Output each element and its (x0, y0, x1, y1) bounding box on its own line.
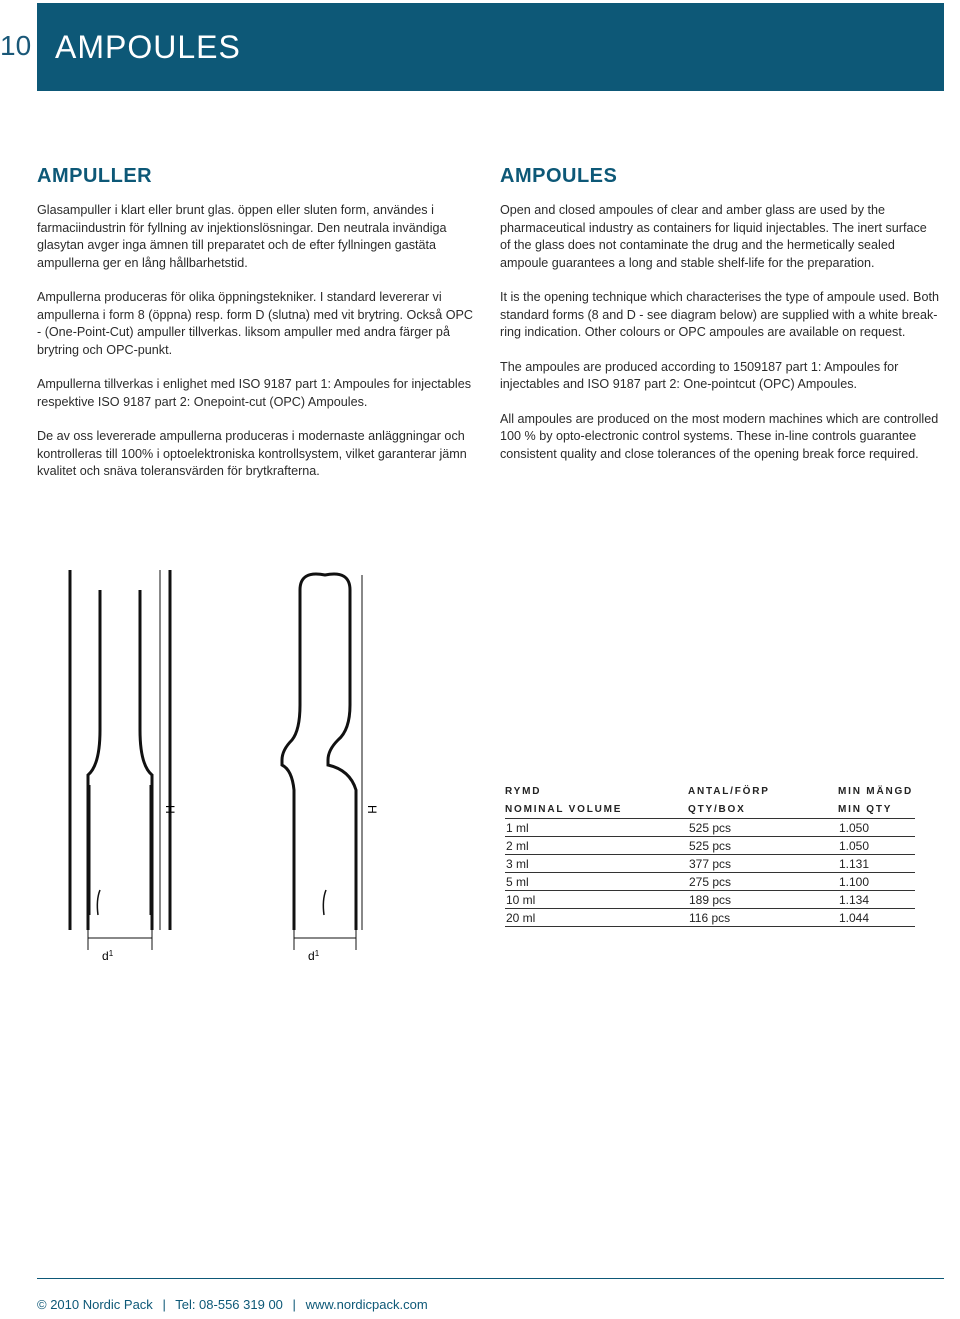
english-paragraph-4: All ampoules are produced on the most modern machines which are controlled 100 % by opto-electronic control systems. These in-line controls guarantee consistent quality and close tolerances of the opening break force required. (500, 411, 939, 461)
diameter-label-right: $d^1$ (308, 949, 320, 963)
page-number: 10 (0, 30, 32, 61)
volume-cell: 1 ml (505, 819, 688, 837)
closed-ampoule-outline (282, 574, 356, 930)
table-row (505, 891, 915, 909)
footer (37, 1297, 428, 1312)
footer-separator: | (162, 1297, 166, 1312)
footer-website-link[interactable]: www.nordicpack.com (305, 1297, 428, 1312)
table-row (505, 909, 915, 927)
header-qty-box: QTY/BOX (688, 800, 838, 819)
min-qty-cell: 1.131 (838, 855, 915, 873)
qty-cell: 116 pcs (688, 909, 838, 927)
page-title: AMPOULES (55, 29, 241, 65)
table-header-row-sv (505, 782, 915, 800)
qty-cell: 525 pcs (688, 819, 838, 837)
header-min-mangd: MIN MÄNGD (838, 785, 914, 797)
table-row (505, 873, 915, 891)
qty-cell: 189 pcs (688, 891, 838, 909)
header-min-qty: MIN QTY (838, 800, 915, 819)
open-ampoule-outline (70, 570, 170, 930)
diameter-label-left: $d^1$ (102, 949, 114, 963)
volume-cell: 10 ml (505, 891, 688, 909)
english-column (500, 165, 940, 480)
min-qty-cell: 1.050 (838, 837, 915, 855)
footer-copyright: © 2010 Nordic Pack (37, 1297, 153, 1312)
swedish-paragraph-4: De av oss levererade ampullerna produceras i modernaste anläggningar och kontrolleras till 100% i optoelektroniska kontrollsystem, vilket garanterar jämn kvalitet och snäva toleransvärden för brytkrafterna. (37, 429, 467, 478)
height-label-left: H (163, 805, 177, 814)
footer-phone: Tel: 08-556 319 00 (175, 1297, 283, 1312)
english-paragraph-2: It is the opening technique which characterises the type of ampoule used. Both standard forms (8 and D - see diagram below) are supplied with a white break-ring indication. Other colours or OPC ampoules are available on request. (500, 290, 939, 339)
min-qty-cell: 1.050 (838, 819, 915, 837)
table-row (505, 837, 915, 855)
swedish-heading: AMPULLER (37, 165, 153, 187)
qty-cell: 377 pcs (688, 855, 838, 873)
english-paragraph-1: Open and closed ampoules of clear and amber glass are used by the pharmaceutical industry as containers for liquid injectables. The inert surface of the glass does not contaminate the drug and the hermetically sealed ampoule guarantees a long and stable shelf-life for the preparation. (500, 203, 927, 270)
swedish-column (37, 165, 477, 498)
header-antal-forp: ANTAL/FÖRP (688, 785, 770, 797)
ampoule-spec-table (505, 782, 915, 927)
volume-cell: 2 ml (505, 837, 688, 855)
table-row (505, 855, 915, 873)
qty-cell: 275 pcs (688, 873, 838, 891)
volume-cell: 20 ml (505, 909, 688, 927)
english-paragraph-3: The ampoules are produced according to 1509187 part 1: Ampoules for injectables and ISO 9187 part 2: One-pointcut (OPC) Ampoules. (500, 359, 899, 391)
header-bar (37, 3, 944, 91)
footer-divider (37, 1278, 944, 1279)
english-heading: AMPOULES (500, 165, 618, 187)
min-qty-cell: 1.100 (838, 873, 915, 891)
header-rymd: RYMD (505, 785, 542, 797)
qty-cell: 525 pcs (688, 837, 838, 855)
ampoule-diagram (60, 570, 440, 990)
min-qty-cell: 1.044 (838, 909, 915, 927)
table-header-row-en (505, 800, 915, 819)
swedish-paragraph-1: Glasampuller i klart eller brunt glas. öppen eller sluten form, användes i farmaciindustrin för fyllning av injektionslösningar. Den neutrala invändiga glasytan avger inga ämnen till preparatet och de efter fyllningen gastäta ampullerna ger en lång hållbarhetstid. (37, 203, 447, 270)
footer-separator: | (292, 1297, 296, 1312)
swedish-paragraph-3: Ampullerna tillverkas i enlighet med ISO 9187 part 1: Ampoules for injectables respektive ISO 9187 part 2: Onepoint-cut (OPC) Ampoules. (37, 377, 472, 409)
swedish-paragraph-2: Ampullerna produceras för olika öppningstekniker. I standard levererar vi ampullerna i form 8 (öppna) resp. form D (slutna) med vit brytring. Också OPC - (One-Point-Cut) ampuller tillverkas. liksom ampuller med andra färger på brytring och OPC-punkt. (37, 290, 474, 357)
min-qty-cell: 1.134 (838, 891, 915, 909)
volume-cell: 5 ml (505, 873, 688, 891)
table-row (505, 819, 915, 837)
volume-cell: 3 ml (505, 855, 688, 873)
height-label-right: H (365, 805, 379, 814)
header-nominal-volume: NOMINAL VOLUME (505, 800, 688, 819)
